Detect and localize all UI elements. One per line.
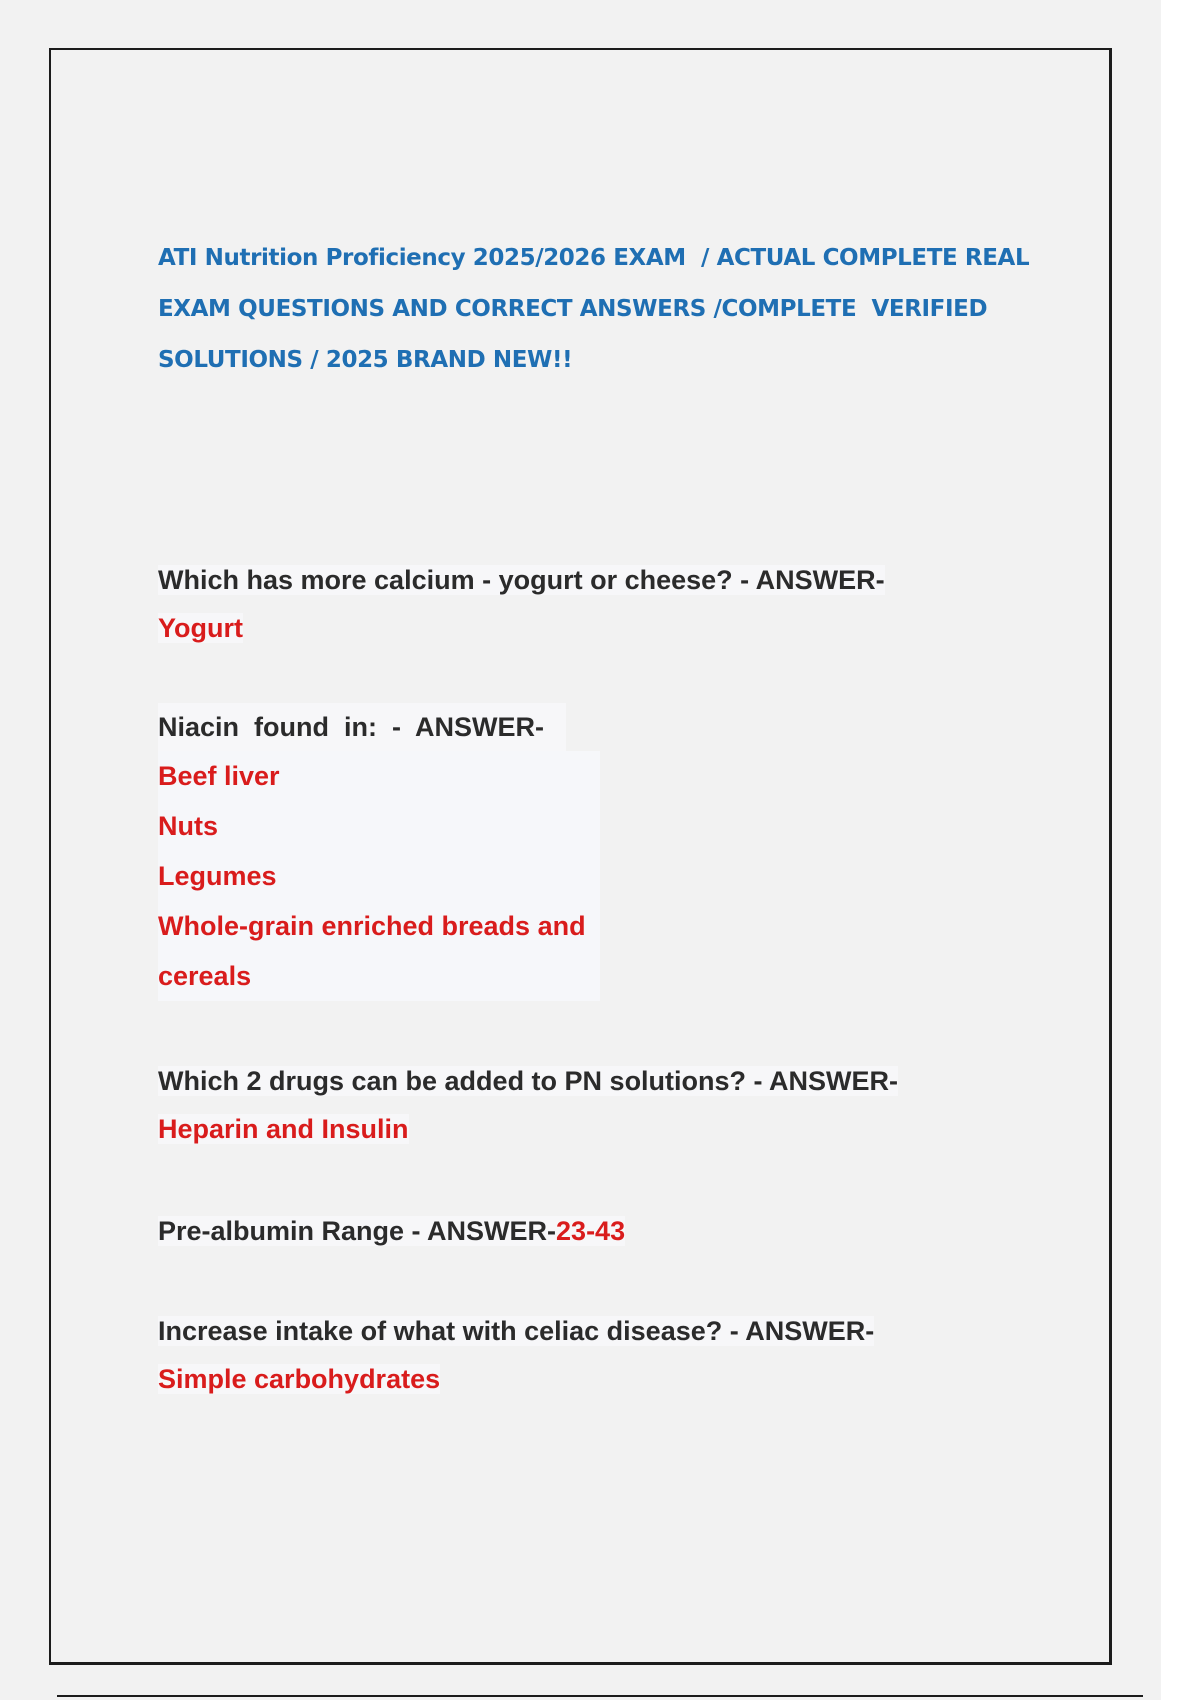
qa-item-pn-drugs [158, 1057, 898, 1153]
qa-item-niacin [158, 703, 600, 1001]
answer-item: Legumes [158, 861, 277, 891]
answer-item: cereals [158, 961, 252, 991]
page-bottom-rule [57, 1695, 1143, 1697]
answer-list [158, 751, 600, 1001]
title-line-2: EXAM QUESTIONS AND CORRECT ANSWERS /COMPLETE VERIFIED [158, 296, 988, 322]
qa-item-celiac [158, 1307, 874, 1403]
title-line-1: ATI Nutrition Proficiency 2025/2026 EXAM / ACTUAL COMPLETE REAL [158, 245, 1030, 271]
right-margin-strip [1161, 0, 1200, 1700]
question-text: Increase intake of what with celiac disease? - ANSWER- [158, 1316, 875, 1346]
answer-text: Yogurt [158, 613, 243, 643]
answer-item: Whole-grain enriched breads and [158, 911, 586, 941]
answer-text: Simple carbohydrates [158, 1364, 441, 1394]
qa-item-prealbumin [158, 1207, 625, 1255]
document-title [158, 240, 1038, 393]
question-text: Pre-albumin Range - ANSWER- [158, 1216, 557, 1246]
title-line-3: SOLUTIONS / 2025 BRAND NEW!! [158, 347, 573, 373]
answer-item: Beef liver [158, 761, 280, 791]
question-text: Niacin found in: - ANSWER- [158, 703, 566, 751]
answer-text: Heparin and Insulin [158, 1114, 409, 1144]
question-text: Which 2 drugs can be added to PN solutions? - ANSWER- [158, 1066, 899, 1096]
question-text: Which has more calcium - yogurt or cheese? - ANSWER- [158, 565, 885, 595]
answer-item: Nuts [158, 811, 218, 841]
answer-text: 23-43 [556, 1216, 626, 1246]
qa-item-calcium [158, 556, 885, 652]
